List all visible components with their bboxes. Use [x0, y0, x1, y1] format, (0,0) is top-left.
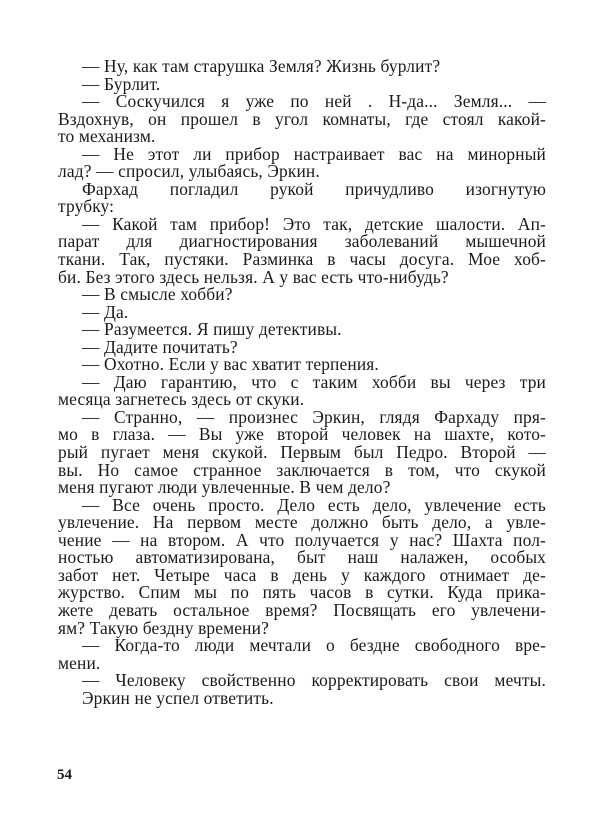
text-line: вы. Но самое странное заключается в том, что скукой — [58, 459, 546, 480]
text-line: парат для диагностирования заболеваний мышечной — [58, 231, 546, 252]
text-line: лад? — спросил, улыбаясь, Эркин. — [58, 161, 320, 182]
text-line: ностью автоматизирована, быт наш налажен, особых — [58, 547, 546, 568]
text-line: — Странно, — произнес Эркин, глядя Фархаду пря- — [82, 406, 546, 427]
text-line: забот нет. Четыре часа в день у каждого отнимает де- — [58, 564, 546, 585]
text-line: журство. Спим мы по пять часов в сутки. Куда прика- — [58, 582, 546, 603]
text-line: — Все очень просто. Дело есть дело, увлечение есть — [82, 494, 546, 515]
text-line: чение — на втором. А что получается у нас? Шахта пол- — [58, 529, 546, 550]
text-line: Фархад погладил рукой причудливо изогнутую — [82, 178, 546, 199]
text-line: — Дадите почитать? — [82, 336, 238, 357]
text-line: ткани. Так, пустяки. Разминка в часы досуга. Мое хоб- — [58, 249, 546, 270]
text-line: жете девать остальное время? Посвящать его увлечени- — [58, 599, 546, 620]
text-line: — Даю гарантию, что с таким хобби вы через три — [82, 371, 546, 392]
text-line: — Да. — [82, 301, 129, 322]
text-line: — Не этот ли прибор настраивает вас на минорный — [82, 143, 546, 164]
page-number: 54 — [57, 767, 72, 783]
text-line: мени. — [58, 652, 101, 673]
text-line: Эркин не успел ответить. — [82, 687, 274, 708]
text-line: — Бурлит. — [82, 73, 161, 94]
text-line: — В смысле хобби? — [82, 284, 233, 305]
text-line: би. Без этого здесь нельзя. А у вас есть что-нибудь? — [58, 266, 449, 287]
text-line: ям? Такую бездну времени? — [58, 617, 269, 638]
text-line: — Какой там прибор! Это так, детские шалости. Ап- — [82, 213, 546, 234]
text-line: мо в глаза. — Вы уже второй человек на шахте, кото- — [58, 424, 546, 445]
text-line: — Охотно. Если у вас хватит терпения. — [82, 354, 379, 375]
text-line: — Когда-то люди мечтали о бездне свободного вре- — [82, 635, 546, 656]
text-line: меня пугают люди увлеченные. В чем дело? — [58, 477, 391, 498]
body-text — [58, 58, 546, 707]
text-line: месяца загнетесь здесь от скуки. — [58, 389, 305, 410]
text-line: — Ну, как там старушка Земля? Жизнь бурлит? — [82, 56, 441, 76]
text-line: трубку: — [58, 196, 115, 217]
text-line: увлечение. На первом месте должно быть дело, а увле- — [58, 512, 546, 533]
text-line: рый пугает меня скукой. Первым был Педро. Второй — — [58, 442, 546, 463]
text-line: Вздохнув, он прошел в угол комнаты, где стоял какой- — [58, 108, 546, 129]
text-line: — Разумеется. Я пишу детективы. — [82, 319, 342, 340]
text-line: — Соскучился я уже по ней . Н-да... Земля... — — [82, 91, 546, 112]
text-line: — Человеку свойственно корректировать свои мечты. — [82, 670, 546, 691]
text-line: то механизм. — [58, 126, 156, 147]
